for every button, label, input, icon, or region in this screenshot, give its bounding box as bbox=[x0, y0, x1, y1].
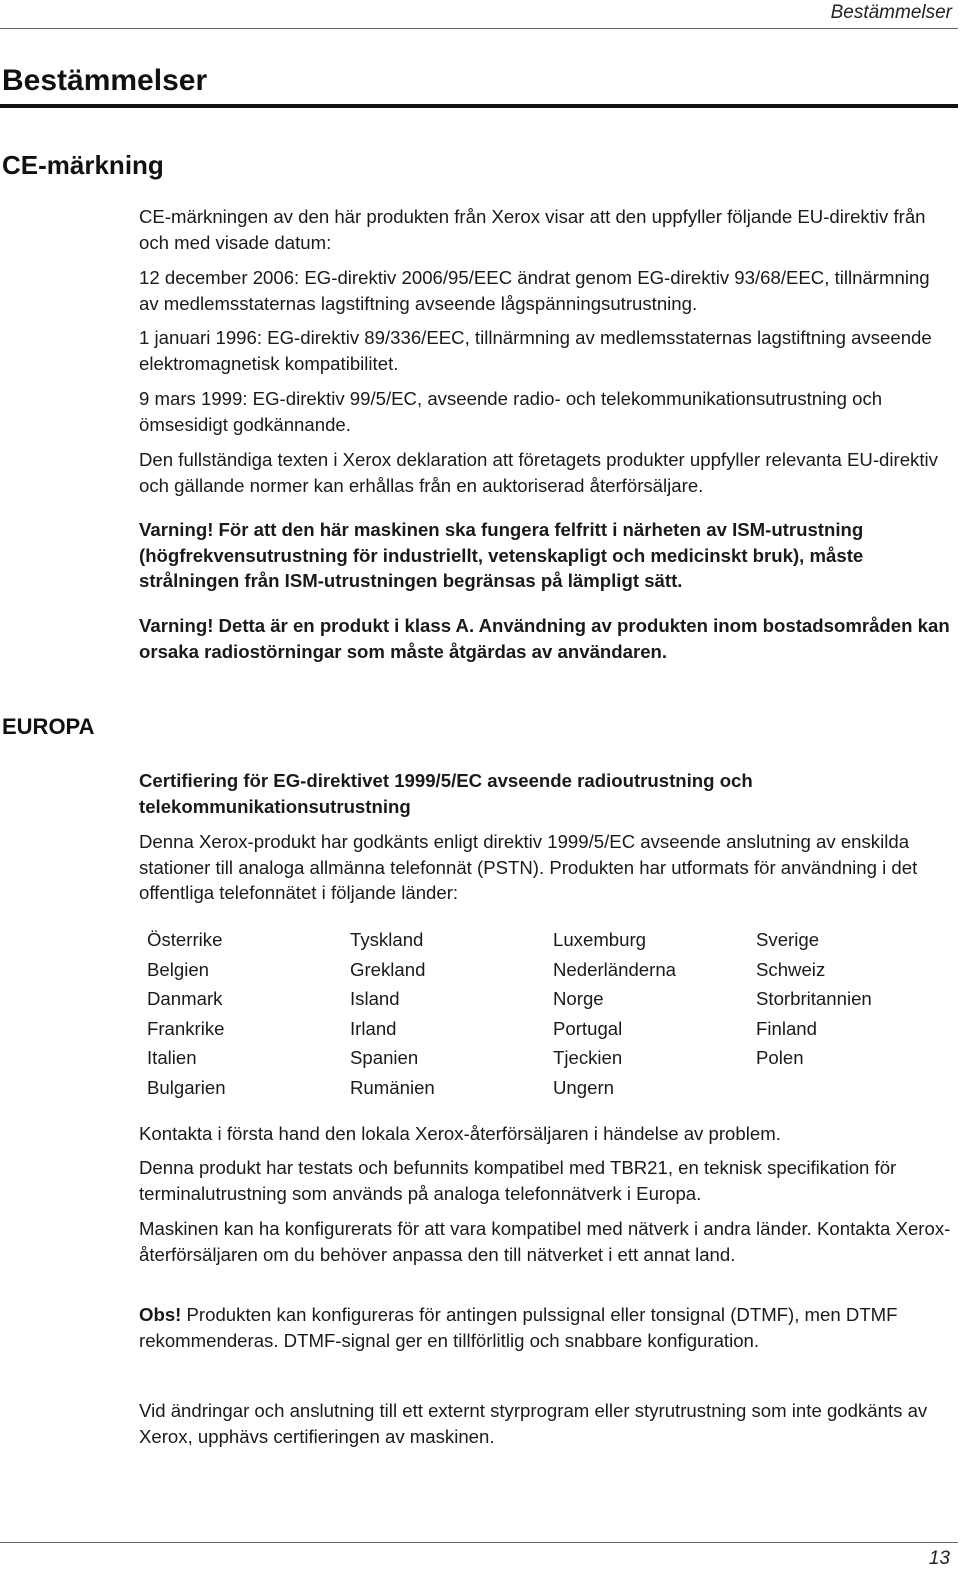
warning-class-a bbox=[139, 613, 954, 664]
ce-item-2: 1 januari 1996: EG-direktiv 89/336/EEC, tillnärmning av medlemsstaternas lagstiftning avseende elektromagnetisk kompatibilitet. bbox=[139, 327, 932, 374]
table-row bbox=[147, 988, 959, 1018]
ce-intro: CE-märkningen av den här produkten från Xerox visar att den uppfyller följande EU-direktiv från och med visade datum: bbox=[139, 206, 926, 253]
contact-text: Kontakta i första hand den lokala Xerox-återförsäljaren i händelse av problem. bbox=[139, 1123, 781, 1144]
running-header: Bestämmelser bbox=[830, 2, 952, 23]
country-table bbox=[147, 929, 959, 1106]
ce-item-emc bbox=[139, 325, 954, 376]
warning-ism bbox=[139, 517, 954, 594]
country-cell: Bulgarien bbox=[147, 1076, 226, 1098]
ce-item-lowvoltage bbox=[139, 265, 954, 316]
country-cell: Österrike bbox=[147, 929, 223, 950]
country-cell: Sverige bbox=[756, 929, 820, 950]
country-cell bbox=[756, 1077, 959, 1107]
certification-heading-text: Certifiering för EG-direktivet 1999/5/EC avseende radioutrustning och telekommunikationsutrustning bbox=[139, 770, 753, 817]
tbr21-paragraph bbox=[139, 1155, 954, 1206]
country-cell: Norge bbox=[553, 988, 604, 1009]
country-cell: Tjeckien bbox=[553, 1047, 623, 1068]
certification-heading bbox=[139, 768, 954, 819]
country-cell: Polen bbox=[756, 1047, 804, 1068]
page-title: Bestämmelser bbox=[2, 64, 208, 97]
section-heading: CE-märkning bbox=[2, 150, 164, 180]
ce-declaration: Den fullständiga texten i Xerox deklaration att företagets produkter uppfyller relevanta EU-direktiv och gällande normer kan erhållas från en auktoriserad återförsäljare. bbox=[139, 449, 938, 496]
modification-paragraph bbox=[139, 1398, 954, 1449]
country-cell: Irland bbox=[350, 1017, 397, 1039]
config-text: Maskinen kan ha konfigurerats för att vara kompatibel med nätverk i andra länder. Kontakta Xerox-återförsäljaren om du behöver anpassa den till nätverket i ett annat land. bbox=[139, 1218, 951, 1265]
table-row bbox=[147, 1018, 959, 1048]
note-text: Produkten kan konfigureras för antingen pulssignal eller tonsignal (DTMF), men DTMF rekommenderas. DTMF-signal ger en tillförlitlig och snabbare konfiguration. bbox=[139, 1304, 898, 1351]
footer-rule bbox=[0, 1542, 958, 1543]
note-label: Obs! bbox=[139, 1304, 182, 1325]
table-row bbox=[147, 1047, 959, 1077]
country-cell: Storbritannien bbox=[756, 988, 872, 1009]
region-label: EUROPA bbox=[2, 714, 95, 739]
certification-intro-text: Denna Xerox-produkt har godkänts enligt direktiv 1999/5/EC avseende anslutning av enskilda stationer till analoga allmänna telefonnät (PSTN). Produkten har utformats för användning i det offentliga telefonnätet i följande länder: bbox=[139, 831, 918, 903]
country-cell: Rumänien bbox=[350, 1076, 435, 1098]
header-rule bbox=[0, 28, 958, 29]
page-number: 13 bbox=[928, 1548, 950, 1569]
country-cell: Schweiz bbox=[756, 958, 826, 980]
warning-class-a-text: Varning! Detta är en produkt i klass A. Användning av produkten inom bostadsområden kan orsaka radiostörningar som måste åtgärdas av användaren. bbox=[139, 615, 950, 662]
tbr21-text: Denna produkt har testats och befunnits kompatibel med TBR21, en teknisk specifikation för terminalutrustning som används på analoga telefonnätverk i Europa. bbox=[139, 1157, 897, 1204]
table-row bbox=[147, 929, 959, 959]
country-cell: Ungern bbox=[553, 1076, 614, 1098]
ce-item-3: 9 mars 1999: EG-direktiv 99/5/EC, avseende radio- och telekommunikationsutrustning och ömsesidigt godkännande. bbox=[139, 388, 883, 435]
title-rule bbox=[0, 104, 958, 108]
country-cell: Italien bbox=[147, 1047, 197, 1068]
note-text-wrapper bbox=[139, 1302, 954, 1353]
note-paragraph bbox=[139, 1302, 954, 1353]
modification-text: Vid ändringar och anslutning till ett externt styrprogram eller styrutrustning som inte godkänts av Xerox, upphävs certifieringen av maskinen. bbox=[139, 1400, 928, 1447]
country-cell: Luxemburg bbox=[553, 929, 647, 950]
country-cell: Grekland bbox=[350, 958, 426, 980]
country-cell: Spanien bbox=[350, 1047, 419, 1068]
config-paragraph bbox=[139, 1216, 954, 1267]
table-row bbox=[147, 1077, 959, 1107]
ce-item-radio bbox=[139, 386, 954, 437]
country-cell: Island bbox=[350, 988, 400, 1009]
table-row bbox=[147, 959, 959, 989]
country-cell: Danmark bbox=[147, 988, 223, 1009]
country-cell: Belgien bbox=[147, 958, 210, 980]
ce-intro-paragraph bbox=[139, 204, 954, 255]
country-cell: Finland bbox=[756, 1017, 817, 1039]
ce-declaration-paragraph bbox=[139, 447, 954, 498]
certification-intro bbox=[139, 829, 954, 906]
country-cell: Portugal bbox=[553, 1017, 623, 1039]
warning-ism-text: Varning! För att den här maskinen ska fungera felfritt i närheten av ISM-utrustning (högfrekvensutrustning för industriellt, vetenskapligt och medicinskt bruk), måste strålningen från ISM-utrustningen begränsas på lämpligt sätt. bbox=[139, 519, 864, 591]
country-cell: Nederländerna bbox=[553, 958, 677, 980]
ce-item-1: 12 december 2006: EG-direktiv 2006/95/EEC ändrat genom EG-direktiv 93/68/EEC, tillnärmning av medlemsstaternas lagstiftning avseende lågspänningsutrustning. bbox=[139, 267, 930, 314]
country-cell: Tyskland bbox=[350, 929, 424, 950]
country-cell: Frankrike bbox=[147, 1017, 225, 1039]
contact-paragraph bbox=[139, 1121, 954, 1147]
